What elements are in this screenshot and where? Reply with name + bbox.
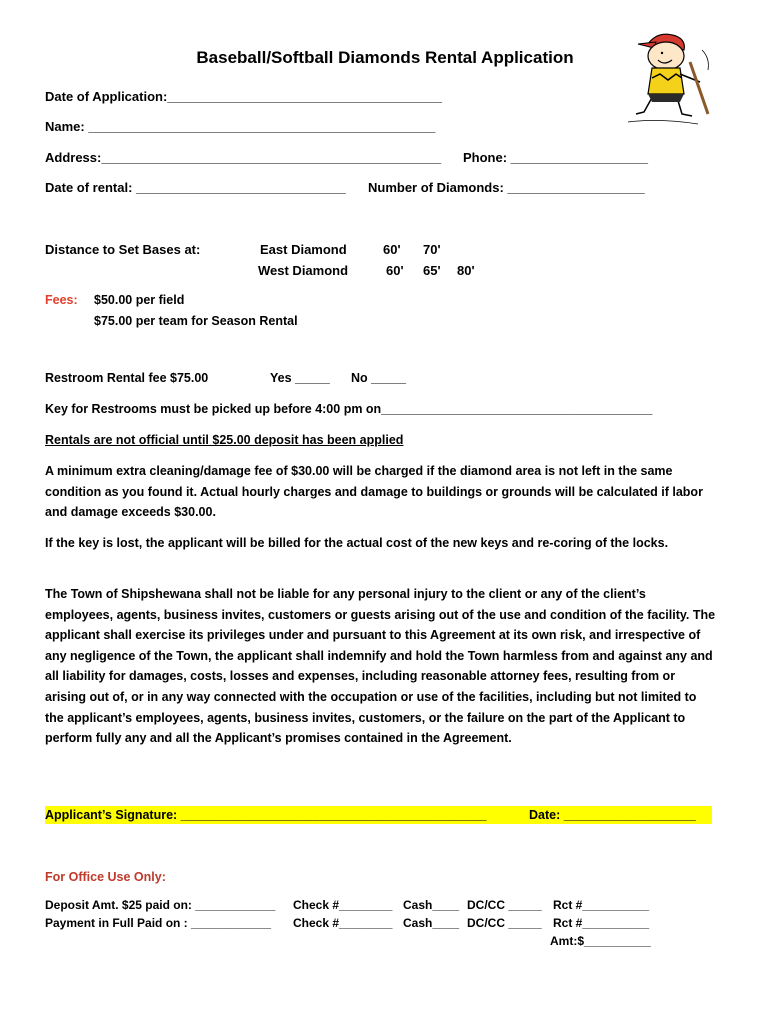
deposit-dccc-field[interactable]: DC/CC _____ (467, 898, 542, 912)
full-rct-field[interactable]: Rct #__________ (553, 916, 650, 930)
deposit-rct-field[interactable]: Rct #__________ (553, 898, 650, 912)
number-of-diamonds-field[interactable]: Number of Diamonds: ___________________ (368, 180, 645, 195)
west-diamond-size: 65' (423, 263, 441, 278)
restroom-yes-field[interactable]: Yes _____ (270, 371, 330, 385)
signature-date-field[interactable]: Date: ___________________ (529, 808, 696, 822)
full-dccc-field[interactable]: DC/CC _____ (467, 916, 542, 930)
restroom-no-field[interactable]: No _____ (351, 371, 406, 385)
deposit-paid-field[interactable]: Deposit Amt. $25 paid on: ____________ (45, 898, 276, 912)
baseball-player-logo-icon (618, 22, 718, 132)
key-pickup-field[interactable]: Key for Restrooms must be picked up before 4:00 pm on_______________________________________ (45, 402, 653, 416)
deposit-cash-field[interactable]: Cash____ (403, 898, 460, 912)
lost-key-paragraph: If the key is lost, the applicant will be billed for the actual cost of the new keys and re-coring of the locks. (45, 536, 669, 550)
west-diamond-size: 80' (457, 263, 475, 278)
east-diamond-size: 60' (383, 242, 401, 257)
date-of-rental-field[interactable]: Date of rental: _____________________________ (45, 180, 346, 195)
west-diamond-size: 60' (386, 263, 404, 278)
west-diamond-label: West Diamond (258, 263, 349, 278)
page-title: Baseball/Softball Diamonds Rental Application (196, 48, 574, 67)
restroom-fee-label: Restroom Rental fee $75.00 (45, 371, 209, 385)
applicant-signature-field[interactable]: Applicant’s Signature: ____________________________________________ (45, 808, 487, 822)
fees-label: Fees: (45, 293, 78, 307)
office-use-title: For Office Use Only: (45, 870, 166, 884)
east-diamond-label: East Diamond (260, 242, 347, 257)
east-diamond-size: 70' (423, 242, 441, 257)
full-check-field[interactable]: Check #________ (293, 916, 393, 930)
distance-label: Distance to Set Bases at: (45, 242, 201, 257)
address-field[interactable]: Address:_______________________________________________ (45, 150, 442, 165)
name-field[interactable]: Name: ________________________________________________ (45, 119, 436, 134)
deposit-notice: Rentals are not official until $25.00 deposit has been applied (45, 433, 404, 447)
cleaning-fee-paragraph: A minimum extra cleaning/damage fee of $30.00 will be charged if the diamond area is not left in the same condition as you found it. Actual hourly charges and damage to buildings or grounds will be calculated if labor and damage exceeds $30.00. (45, 464, 703, 520)
fee-season-rental: $75.00 per team for Season Rental (94, 314, 298, 328)
date-of-application-field[interactable]: Date of Application:______________________________________ (45, 89, 443, 104)
full-cash-field[interactable]: Cash____ (403, 916, 460, 930)
deposit-check-field[interactable]: Check #________ (293, 898, 393, 912)
full-payment-field[interactable]: Payment in Full Paid on : ____________ (45, 916, 272, 930)
liability-paragraph: The Town of Shipshewana shall not be liable for any personal injury to the client or any of the client’s employees, agents, business invites, customers or guests arising out of the use and condition of the facility. The applicant shall exercise its privileges under and pursuant to this Agreement at its own risk, and irrespective of any negligence of the Town, the applicant shall indemnify and hold the Town harmless from and against any and all liability for damages, costs, losses and expenses, including reasonable attorney fees, resulting from or arising out of, or in any way connected with the occupation or use of the facilities, including but not limited to the applicant’s employees, agents, business invites, customers, or the failure on the part of the Applicant to perform fully any and all the Applicant’s promises contained in the Agreement. (45, 587, 716, 746)
fee-per-field: $50.00 per field (94, 293, 185, 307)
phone-field[interactable]: Phone: ___________________ (463, 150, 649, 165)
amount-field[interactable]: Amt:$__________ (550, 934, 651, 948)
